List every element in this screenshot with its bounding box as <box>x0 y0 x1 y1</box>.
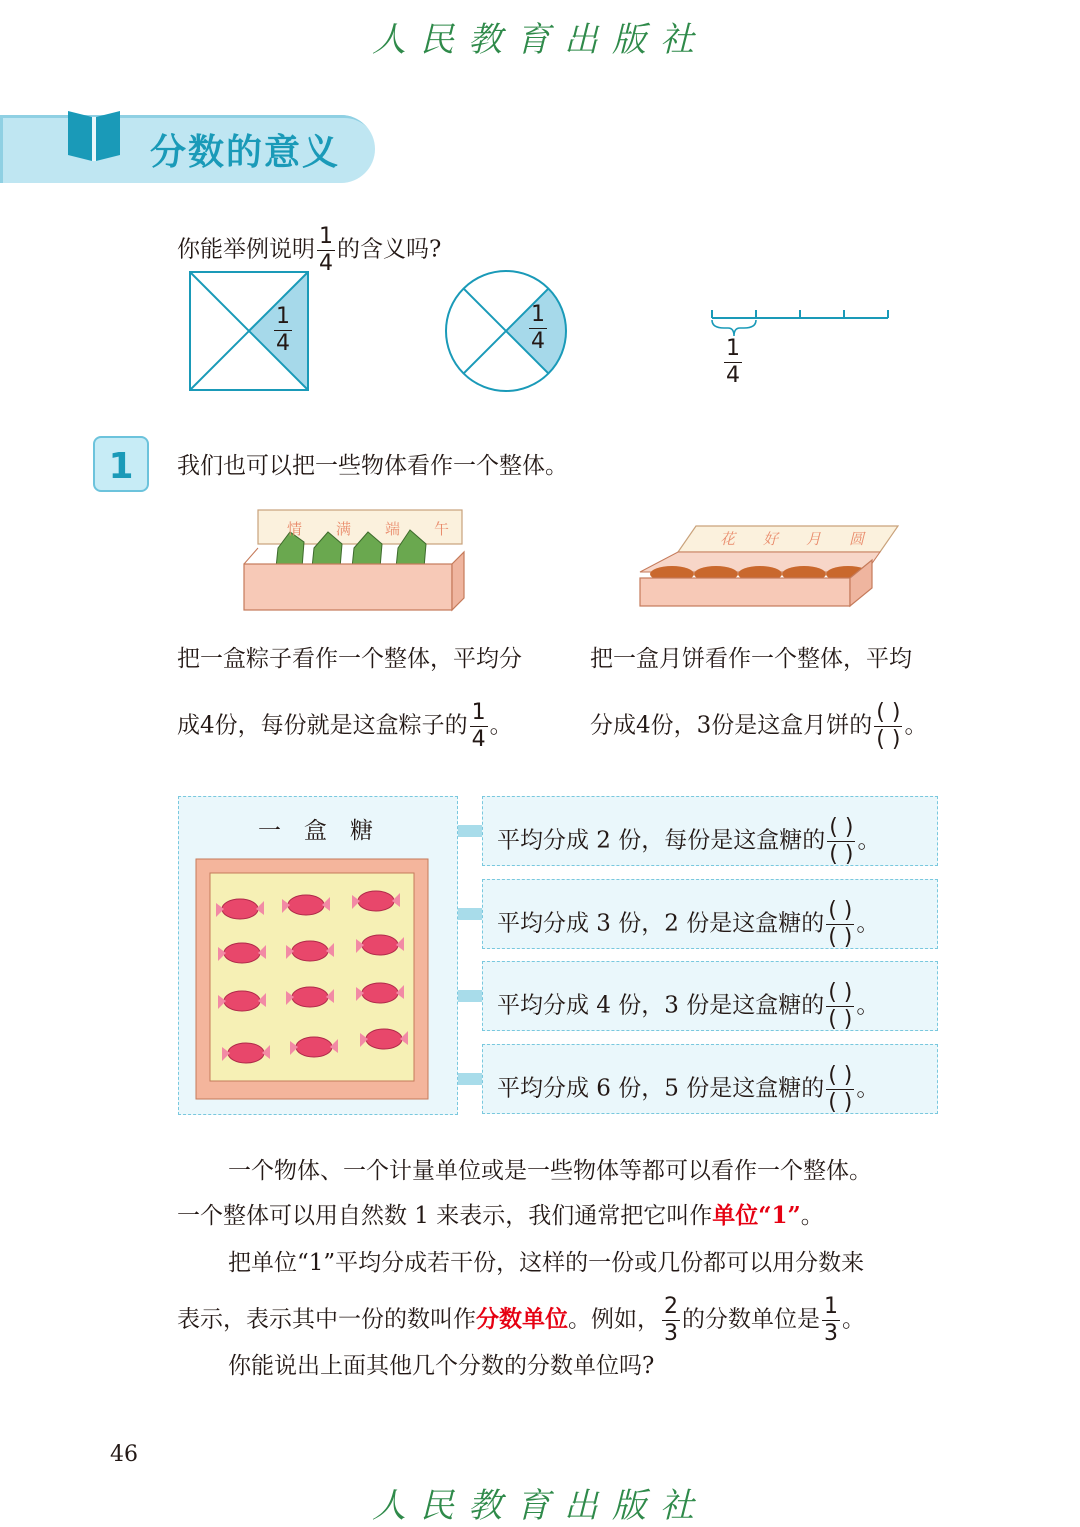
paragraph1-line2: 一个整体可以用自然数 1 来表示，我们通常把它叫作单位“1”。 <box>177 1202 824 1229</box>
term-unit-one: 单位“1” <box>712 1202 801 1229</box>
paragraph2-line1: 把单位“1”平均分成若干份，这样的一份或几份都可以用分数来 <box>228 1250 865 1276</box>
intro-question <box>177 226 441 275</box>
connector <box>458 908 484 920</box>
candy-box-illustration <box>194 857 430 1101</box>
candy-row-4: 平均分成 6 份，5 份是这盒糖的 $\frac{( )}{( )}$ 。 <box>482 1044 938 1114</box>
candy-row-2: 平均分成 3 份，2 份是这盒糖的 $\frac{( )}{( )}$ 。 <box>482 879 938 949</box>
page-number: 46 <box>110 1442 138 1467</box>
candy-row-3: 平均分成 4 份，3 份是这盒糖的 $\frac{( )}{( )}$ 。 <box>482 961 938 1031</box>
term-fraction-unit: 分数单位 <box>476 1305 568 1333</box>
publisher-header: 人民教育出版社 <box>372 20 708 60</box>
circle-fraction-label: $\frac{1}{4}$ <box>531 302 545 354</box>
closing-question: 你能说出上面其他几个分数的分数单位吗? <box>228 1353 655 1379</box>
left-caption-line1: 把一盒粽子看作一个整体，平均分 <box>177 646 522 672</box>
line-fraction-label: $\frac{1}{4}$ <box>726 336 740 388</box>
intro-fraction: $\frac{1}{4}$ <box>319 224 333 276</box>
square-fraction-label: $\frac{1}{4}$ <box>276 304 290 356</box>
zongzi-label-chars: 情 满 端 午 <box>287 520 450 538</box>
connector <box>458 990 484 1002</box>
intro-text-after: 的含义吗? <box>337 236 442 263</box>
line-segment-figure <box>706 306 894 340</box>
left-caption-line2: 成4份，每份就是这盒粽子的 $\frac{1}{4}$ 。 <box>177 700 513 752</box>
paragraph1-line1: 一个物体、一个计量单位或是一些物体等都可以看作一个整体。 <box>228 1158 872 1184</box>
connector <box>458 825 484 837</box>
section-title: 分数的意义 <box>150 132 341 173</box>
intro-text-before: 你能举例说明 <box>177 236 315 263</box>
circle-quarter-figure <box>443 268 569 394</box>
connector <box>458 1073 484 1085</box>
book-icon <box>66 103 122 163</box>
example-number-badge: 1 <box>93 436 149 492</box>
candy-row-1: 平均分成 2 份，每份是这盒糖的 $\frac{( )}{( )}$ 。 <box>482 796 938 866</box>
publisher-footer: 人民教育出版社 <box>372 1486 708 1526</box>
example-text: 我们也可以把一些物体看作一个整体。 <box>177 453 568 479</box>
mooncake-label-chars: 花 好 月 圆 <box>720 530 865 548</box>
right-caption-line2: 分成4份，3份是这盒月饼的 $\frac{( )}{( )}$ 。 <box>590 700 928 752</box>
right-caption-line1: 把一盒月饼看作一个整体，平均 <box>590 646 912 672</box>
paragraph2-line2: 表示，表示其中一份的数叫作分数单位。例如， $\frac{2}{3}$ 的分数单位是 $\frac{1}{3}$ 。 <box>177 1294 865 1346</box>
candy-box-title: 一 盒 糖 <box>258 818 373 844</box>
